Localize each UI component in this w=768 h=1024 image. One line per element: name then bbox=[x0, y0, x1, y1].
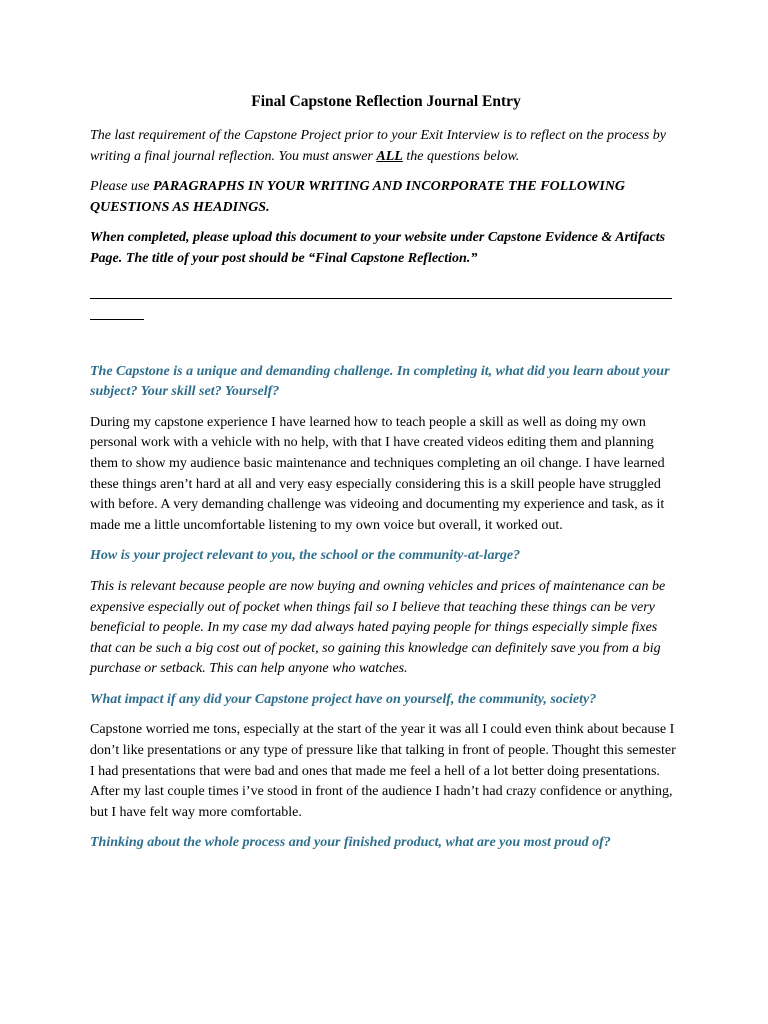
upload-note: When completed, please upload this document to your website under Capstone Evidence & Artifacts Page. The title of your post should be “Final Capstone Reflection.” bbox=[90, 230, 666, 266]
intro-text: The last requirement of the Capstone Project prior to your Exit Interview is to reflect on the process by writing a final journal reflection. You must answer bbox=[90, 128, 666, 164]
instruction-paragraph bbox=[90, 177, 682, 218]
question-heading-2: How is your project relevant to you, the school or the community-at-large? bbox=[90, 548, 521, 564]
separator-line-2 bbox=[90, 305, 144, 320]
instruction-prefix: Please use bbox=[90, 179, 153, 195]
intro-emphasis: ALL bbox=[376, 148, 403, 164]
separator-line-1 bbox=[90, 284, 672, 299]
intro-paragraph bbox=[90, 126, 682, 167]
instruction-bold: PARAGRAPHS IN YOUR WRITING AND INCORPORATE THE FOLLOWING QUESTIONS AS HEADINGS. bbox=[90, 179, 626, 215]
answer-paragraph-2: This is relevant because people are now buying and owning vehicles and prices of maintenance can be expensive especially out of pocket when things fail so I believe that teaching these things can be very beneficial to people. In my case my dad always hated paying people for things especially simple fixes that can be such a big cost out of pocket, so gaining this knowledge can definitely save you from a big purchase or setback. This can help anyone who watches. bbox=[90, 578, 666, 677]
answer-paragraph-3: Capstone worried me tons, especially at the start of the year it was all I could even think about because I don’t like presentations or any type of pressure like that talking in front of people. Thought this semester I had presentations that were bad and ones that made me feel a hell of a lot better doing presentations. After my last couple times i’ve stood in front of the audience I hadn’t had crazy confidence or anything, but I have felt way more comfortable. bbox=[90, 722, 676, 820]
question-heading-1: The Capstone is a unique and demanding challenge. In completing it, what did you learn about your subject? Your skill set? Yourself? bbox=[90, 363, 670, 400]
answer-paragraph-1: During my capstone experience I have learned how to teach people a skill as well as doing my own personal work with a vehicle with no help, with that I have created videos editing them and planning them to show my audience basic maintenance and techniques completing an oil change. I have learned these things aren’t hard at all and very easy especially considering this is a skill people have struggled with before. A very demanding challenge was videoing and documenting my experience and task, as it made me a little uncomfortable listening to my own voice but overall, it worked out. bbox=[90, 414, 665, 533]
separator-line bbox=[90, 284, 682, 320]
question-heading-4: Thinking about the whole process and your finished product, what are you most proud of? bbox=[90, 835, 611, 851]
question-heading-3: What impact if any did your Capstone project have on yourself, the community, society? bbox=[90, 691, 597, 707]
document-title: Final Capstone Reflection Journal Entry bbox=[251, 93, 521, 110]
intro-text-end: the questions below. bbox=[402, 148, 520, 164]
document-page bbox=[90, 92, 682, 864]
